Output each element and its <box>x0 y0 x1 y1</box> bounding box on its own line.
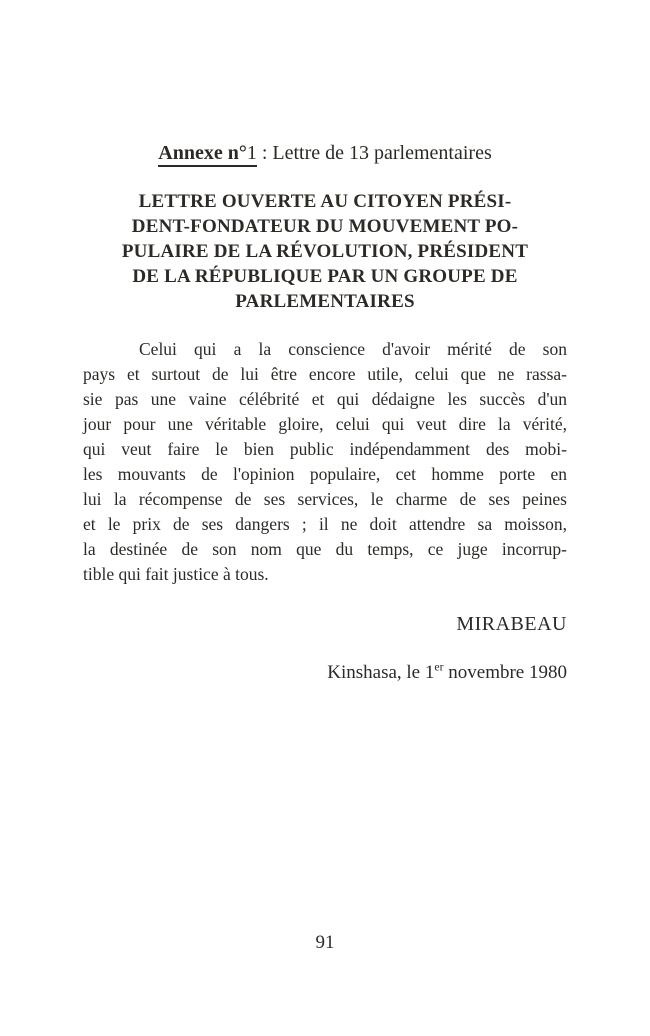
page-number: 91 <box>315 932 335 953</box>
letter-title-line: DENT-FONDATEUR DU MOUVEMENT PO- <box>131 216 519 237</box>
signature-name: MIRABEAU <box>456 613 567 635</box>
annex-label-bold: Annexe n° <box>158 142 247 164</box>
paragraph-line: les mouvants de l'opinion populaire, cet homme porte en <box>83 464 567 484</box>
annex-separator: : <box>256 142 273 164</box>
paragraph-line: et le prix de ses dangers ; il ne doit attendre sa moisson, <box>83 514 567 534</box>
paragraph-line: jour pour une véritable gloire, celui qui veut dire la vérité, <box>83 414 567 434</box>
paragraph-line: tible qui fait justice à tous. <box>83 564 269 584</box>
paragraph-line: sie pas une vaine célébrité et qui dédaigne les succès d'un <box>83 389 567 409</box>
letter-title-line: PARLEMENTAIRES <box>235 291 415 312</box>
annex-label-number: 1 <box>246 142 257 164</box>
letter-body-paragraph <box>83 337 567 587</box>
dateline-prefix: Kinshasa, le 1 <box>327 662 435 683</box>
letter-title <box>83 189 567 314</box>
paragraph-line: qui veut faire le bien public indépendamment des mobi- <box>83 439 567 459</box>
paragraph-line: pays et surtout de lui être encore utile, celui que ne rassa- <box>83 364 567 384</box>
paragraph-line: la destinée de son nom que du temps, ce juge incorrup- <box>83 539 567 559</box>
letter-title-line: PULAIRE DE LA RÉVOLUTION, PRÉSIDENT <box>121 241 529 262</box>
dateline-superscript-er: er <box>434 660 444 674</box>
paragraph-line: lui la récompense de ses services, le charme de ses peines <box>83 489 567 509</box>
annex-heading-line <box>83 141 567 166</box>
paragraph-line: Celui qui a la conscience d'avoir mérité de son <box>139 339 567 359</box>
annex-label <box>158 142 257 167</box>
annex-subject: Lettre de 13 parlementaires <box>272 142 492 164</box>
dateline <box>83 660 567 685</box>
letter-title-line: LETTRE OUVERTE AU CITOYEN PRÉSI- <box>138 191 512 212</box>
letter-title-line: DE LA RÉPUBLIQUE PAR UN GROUPE DE <box>132 266 518 287</box>
dateline-suffix: novembre 1980 <box>443 662 567 683</box>
